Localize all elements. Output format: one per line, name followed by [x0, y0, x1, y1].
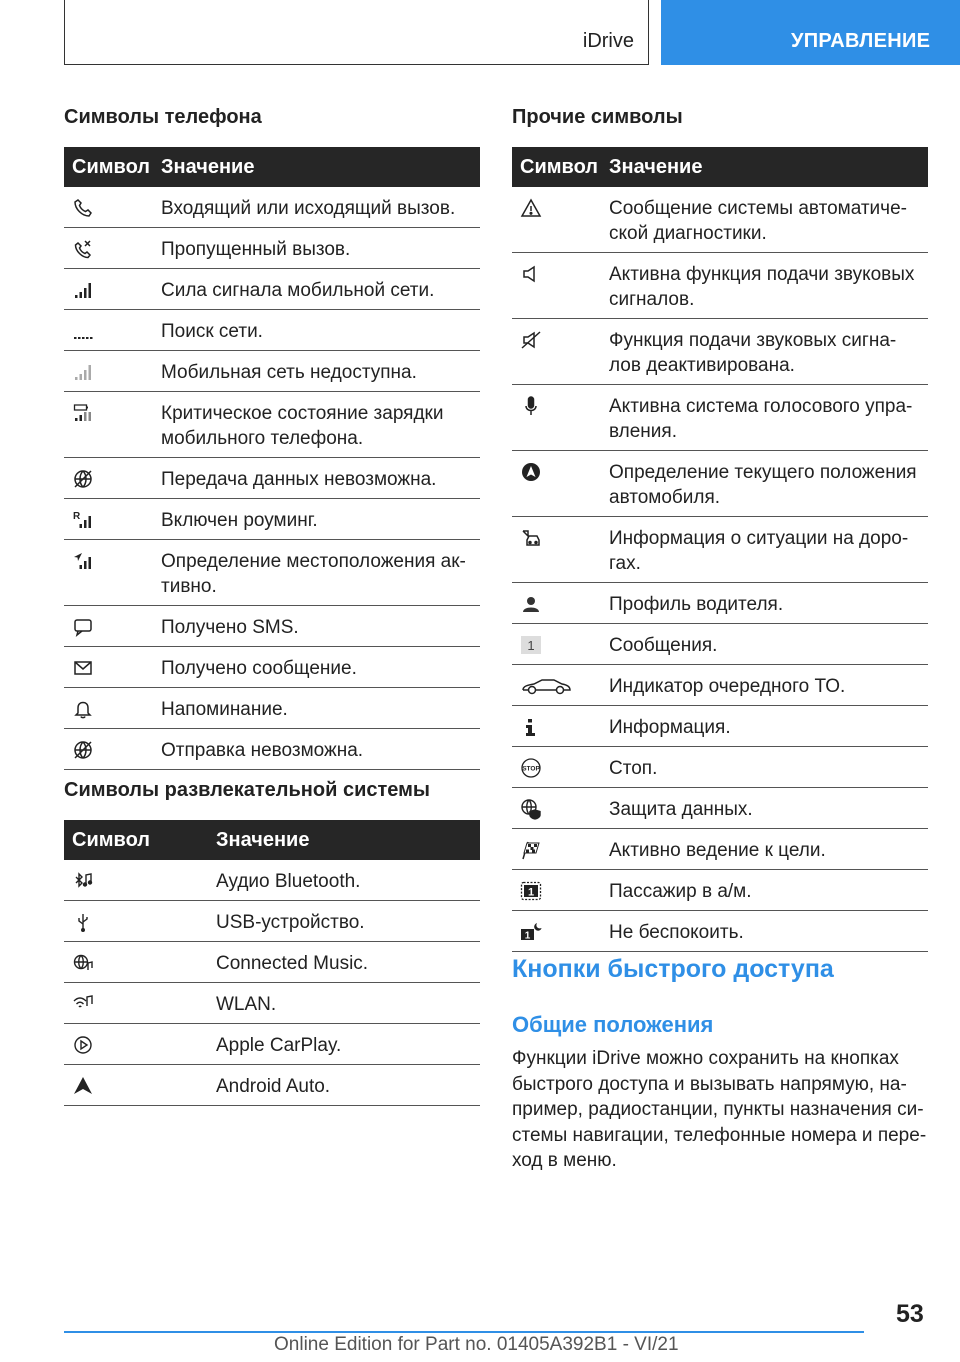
android-auto-icon — [72, 1075, 94, 1097]
entertainment-symbols-heading: Символы развлекательной системы — [64, 779, 431, 801]
col-header-meaning: Значение — [153, 147, 480, 187]
service-car-icon — [520, 675, 572, 697]
row-meaning: Критическое состояние зарядки мобильного телефона. — [153, 392, 480, 458]
header-idrive-label: iDrive — [582, 30, 634, 52]
data-unavailable-icon — [72, 468, 94, 490]
subsection-title: Общие положения — [512, 1012, 714, 1037]
table-row — [512, 187, 928, 253]
row-meaning: Активна система голосового упра- вления. — [601, 385, 928, 451]
row-meaning: Индикатор очередного ТО. — [601, 665, 928, 706]
microphone-icon — [520, 395, 542, 417]
data-protection-icon — [520, 798, 542, 820]
col-header-meaning: Значение — [208, 820, 480, 860]
send-failed-icon — [72, 739, 94, 761]
row-meaning: Не беспокоить. — [601, 911, 928, 952]
row-meaning: Пропущенный вызов. — [153, 228, 480, 269]
vehicle-position-icon — [520, 461, 542, 483]
row-meaning: Стоп. — [601, 747, 928, 788]
table-row — [64, 983, 480, 1024]
table-row — [64, 901, 480, 942]
row-meaning: Получено SMS. — [153, 606, 480, 647]
table-row — [64, 310, 480, 351]
row-meaning: WLAN. — [208, 983, 480, 1024]
table-row — [512, 788, 928, 829]
envelope-icon — [72, 657, 94, 679]
passenger-icon — [520, 880, 542, 902]
row-meaning: Информация о ситуации на доро- гах. — [601, 517, 928, 583]
header-section-tab — [661, 0, 960, 65]
table-row — [64, 499, 480, 540]
body-paragraph: Функции iDrive можно сохранить на кнопках быстрого доступа и вызывать напрямую, на- пример, радиостанции, пункты назначения си- стемы навигации, телефонные номера и пере- ход в меню. — [512, 1048, 927, 1171]
missed-call-icon — [72, 238, 94, 260]
row-meaning: Connected Music. — [208, 942, 480, 983]
messages-count-badge: 1 — [527, 638, 535, 653]
table-row — [64, 392, 480, 458]
table-row — [64, 458, 480, 499]
row-meaning: Аудио Bluetooth. — [208, 860, 480, 901]
roaming-icon — [72, 509, 94, 531]
table-row — [64, 187, 480, 228]
location-active-icon — [72, 550, 94, 572]
connected-music-icon — [72, 952, 94, 974]
row-meaning: Сообщение системы автоматиче- ской диагностики. — [601, 187, 928, 253]
row-meaning: Активна функция подачи звуковых сигналов. — [601, 253, 928, 319]
speaker-icon — [520, 263, 542, 285]
row-meaning: Передача данных невозможна. — [153, 458, 480, 499]
table-row — [512, 829, 928, 870]
table-row — [64, 688, 480, 729]
table-row — [64, 729, 480, 770]
table-row — [512, 665, 928, 706]
page-number: 53 — [896, 1300, 924, 1328]
table-row — [512, 583, 928, 624]
other-symbols-table — [512, 147, 928, 952]
destination-flag-icon — [520, 839, 542, 861]
row-meaning: Функция подачи звуковых сигна- лов деактивирована. — [601, 319, 928, 385]
table-row — [512, 385, 928, 451]
phone-handset-icon — [72, 197, 94, 219]
table-row — [64, 1024, 480, 1065]
row-meaning: Определение текущего положения автомобиля. — [601, 451, 928, 517]
wlan-icon — [72, 993, 94, 1015]
battery-critical-icon — [72, 402, 94, 424]
warning-triangle-icon — [520, 197, 542, 219]
speaker-muted-icon — [520, 329, 542, 351]
do-not-disturb-icon — [520, 921, 542, 943]
bluetooth-audio-icon — [72, 870, 94, 892]
col-header-symbol: Символ — [512, 147, 601, 187]
stop-icon — [520, 757, 542, 779]
messages-count-icon — [520, 634, 542, 656]
do-not-disturb-badge: 1 — [524, 930, 531, 942]
table-row — [64, 647, 480, 688]
table-row — [64, 540, 480, 606]
traffic-info-icon — [520, 527, 542, 549]
phone-symbols-heading: Символы телефона — [64, 106, 262, 128]
entertainment-symbols-table — [64, 820, 480, 1106]
row-meaning: Android Auto. — [208, 1065, 480, 1106]
row-meaning: Включен роуминг. — [153, 499, 480, 540]
table-row — [512, 747, 928, 788]
row-meaning: Поиск сети. — [153, 310, 480, 351]
carplay-icon — [72, 1034, 94, 1056]
table-row — [512, 706, 928, 747]
col-header-symbol: Символ — [64, 820, 208, 860]
network-search-icon — [72, 320, 94, 342]
table-row — [64, 860, 480, 901]
row-meaning: Мобильная сеть недоступна. — [153, 351, 480, 392]
table-row — [64, 228, 480, 269]
table-row — [512, 911, 928, 952]
row-meaning: Отправка невозможна. — [153, 729, 480, 770]
bell-icon — [72, 698, 94, 720]
info-icon — [520, 716, 542, 738]
row-meaning: Сообщения. — [601, 624, 928, 665]
header-section-label: УПРАВЛЕНИЕ — [791, 30, 931, 52]
row-meaning: Профиль водителя. — [601, 583, 928, 624]
table-row — [512, 517, 928, 583]
table-row — [512, 451, 928, 517]
row-meaning: Информация. — [601, 706, 928, 747]
row-meaning: Напоминание. — [153, 688, 480, 729]
section-title: Кнопки быстрого доступа — [512, 955, 834, 983]
footer-divider — [64, 1331, 864, 1333]
header-tab-box — [64, 0, 649, 65]
row-meaning: Определение местоположения ак- тивно. — [153, 540, 480, 606]
usb-icon — [72, 911, 94, 933]
table-row — [64, 351, 480, 392]
row-meaning: Защита данных. — [601, 788, 928, 829]
passenger-badge: 1 — [527, 886, 535, 899]
other-symbols-heading: Прочие символы — [512, 106, 683, 128]
svg-text:R: R — [73, 511, 81, 522]
table-row — [512, 253, 928, 319]
table-row — [512, 624, 928, 665]
table-row — [64, 606, 480, 647]
row-meaning: Активно ведение к цели. — [601, 829, 928, 870]
no-network-icon — [72, 361, 94, 383]
row-meaning: Входящий или исходящий вызов. — [153, 187, 480, 228]
col-header-meaning: Значение — [601, 147, 928, 187]
table-row — [512, 870, 928, 911]
driver-profile-icon — [520, 593, 542, 615]
footer-edition: Online Edition for Part no. 01405A392B1 - VI/21 — [274, 1334, 679, 1355]
phone-symbols-table — [64, 147, 480, 770]
sms-icon — [72, 616, 94, 638]
row-meaning: Пассажир в а/м. — [601, 870, 928, 911]
table-row — [64, 942, 480, 983]
row-meaning: Сила сигнала мобильной сети. — [153, 269, 480, 310]
table-row — [512, 319, 928, 385]
row-meaning: Apple CarPlay. — [208, 1024, 480, 1065]
table-row — [64, 269, 480, 310]
row-meaning: USB-устройство. — [208, 901, 480, 942]
signal-strength-icon — [72, 279, 94, 301]
table-row — [64, 1065, 480, 1106]
col-header-symbol: Символ — [64, 147, 153, 187]
row-meaning: Получено сообщение. — [153, 647, 480, 688]
svg-text:STOP: STOP — [522, 765, 540, 773]
